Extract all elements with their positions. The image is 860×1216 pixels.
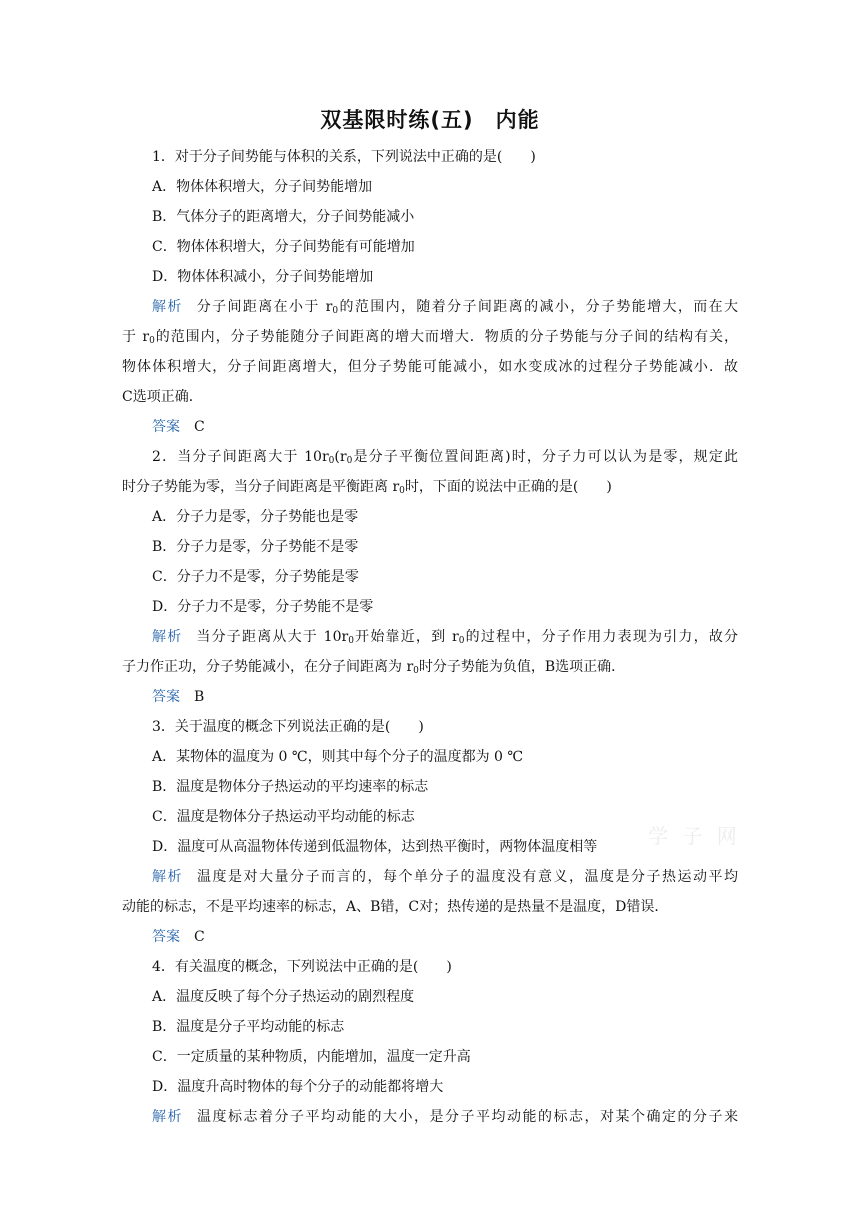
question-3-analysis-line-1: 解析 温度是对大量分子而言的，每个单分子的温度没有意义，温度是分子热运动平均	[152, 869, 738, 885]
question-2-option-c: C．分子力不是零，分子势能是零	[152, 569, 359, 585]
question-1-option-c: C．物体体积增大，分子间势能有可能增加	[152, 239, 415, 255]
question-2-option-d: D．分子力不是零，分子势能不是零	[152, 599, 374, 615]
question-1-analysis-line-3: 物体体积增大，分子间距离增大，但分子势能可能减小，如水变成冰的过程分子势能减小．故	[122, 359, 738, 375]
analysis-label: 解析	[152, 869, 183, 885]
question-2-analysis-line-1: 解析 当分子距离从大于 $10r_0$开始靠近，到 $r_0$的过程中，分子作用力表现为引力，故分	[152, 629, 739, 646]
question-1-answer	[122, 412, 738, 442]
question-4-analysis-line-1: 解析 温度标志着分子平均动能的大小，是分子平均动能的标志，对某个确定的分子来	[152, 1109, 738, 1125]
question-4-option-d: D．温度升高时物体的每个分子的动能都将增大	[152, 1079, 444, 1095]
question-2-option-b: B．分子力是零，分子势能不是零	[152, 539, 359, 555]
document-title: 双基限时练(五) 内能	[320, 108, 540, 132]
question-3-stem: 3．关于温度的概念下列说法正确的是( )	[152, 719, 424, 735]
question-2-option-a: A．分子力是零，分子势能也是零	[152, 509, 359, 525]
question-1-analysis-line-4: C选项正确．	[122, 389, 203, 405]
r0-symbol: $r_0$	[451, 629, 465, 646]
question-3-option-b: B．温度是物体分子热运动的平均速率的标志	[152, 779, 429, 795]
question-3-analysis-line-2: 动能的标志，不是平均速率的标志，A、B错，C对；热传递的是热量不是温度，D错误．	[122, 899, 669, 915]
answer-label: 答案	[152, 689, 180, 705]
question-3-option-c: C．温度是物体分子热运动平均动能的标志	[152, 809, 415, 825]
question-2-stem-line-2: 时分子势能为零，当分子间距离是平衡距离 $r_0$时，下面的说法中正确的是( )	[122, 479, 612, 496]
answer-label: 答案	[152, 929, 180, 945]
question-2-analysis-line-2: 子力作正功，分子势能减小，在分子间距离为 $r_0$时分子势能为负值，B选项正确．	[122, 659, 626, 676]
question-1-analysis-line-1: 解析 分子间距离在小于 $r_0$的范围内，随着分子间距离的减小，分子势能增大，而在大	[152, 299, 739, 316]
r0-symbol: $r_0$	[325, 299, 339, 316]
question-1-stem: 1．对于分子间势能与体积的关系，下列说法中正确的是( )	[152, 149, 536, 165]
r0-symbol: $r_0$	[142, 329, 155, 346]
question-1-option-a: A．物体体积增大，分子间势能增加	[152, 179, 373, 195]
question-4-stem: 4．有关温度的概念，下列说法中正确的是( )	[152, 959, 452, 975]
r0-symbol: $r_0$	[321, 449, 335, 466]
question-3-option-d: D．温度可从高温物体传递到低温物体，达到热平衡时，两物体温度相等	[152, 839, 598, 855]
question-4-option-b: B．温度是分子平均动能的标志	[152, 1019, 345, 1035]
r0-symbol: $r_0$	[406, 659, 419, 676]
question-4-option-c: C．一定质量的某种物质，内能增加，温度一定升高	[152, 1049, 471, 1065]
analysis-label: 解析	[152, 1109, 183, 1125]
document-body	[122, 142, 738, 1132]
r0-symbol: $r_0$	[339, 449, 353, 466]
watermark: 学 子 网	[648, 824, 741, 848]
r0-symbol: $r_0$	[341, 629, 354, 646]
analysis-label: 解析	[152, 299, 183, 315]
question-2-answer	[122, 682, 738, 712]
question-4-option-a: A．温度反映了每个分子热运动的剧烈程度	[152, 989, 415, 1005]
question-3-answer	[122, 922, 738, 952]
question-1-option-b: B．气体分子的距离增大，分子间势能减小	[152, 209, 415, 225]
answer-value: B	[194, 689, 205, 705]
answer-value: C	[194, 929, 205, 945]
answer-value: C	[194, 419, 205, 435]
question-1-analysis-line-2: 于 $r_0$的范围内，分子势能随分子间距离的增大而增大．物质的分子势能与分子间的结构有关，	[122, 329, 739, 346]
question-3-option-a: A．某物体的温度为 0 ℃，则其中每个分子的温度都为 0 ℃	[152, 749, 524, 765]
r0-symbol: $r_0$	[392, 479, 405, 496]
analysis-label: 解析	[152, 629, 183, 645]
question-1-option-d: D．物体体积减小，分子间势能增加	[152, 269, 374, 285]
answer-label: 答案	[152, 419, 180, 435]
question-2-stem-line-1: 2．当分子间距离大于 $10r_0(r_0$是分子平衡位置间距离)时，分子力可以认为是零，规定此	[152, 449, 739, 466]
